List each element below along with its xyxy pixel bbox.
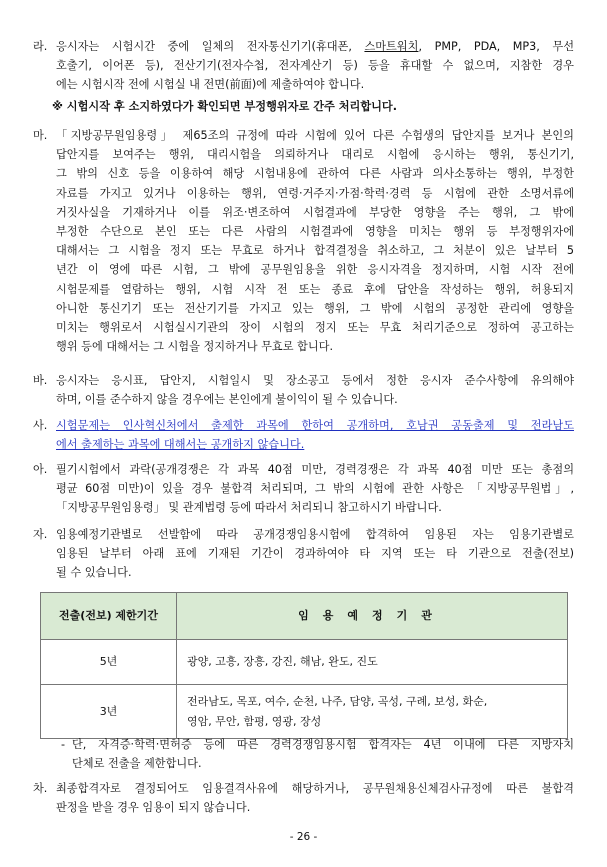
text-run: 「지방공무원임용령」 및 관계법령 등에 따라서 처리되니 참고하시기 바랍니다. — [56, 501, 442, 515]
text-line — [72, 754, 574, 773]
item-text — [56, 525, 574, 583]
item-marker: 자. — [33, 528, 48, 541]
text-line — [56, 126, 574, 145]
text-line — [56, 299, 574, 318]
agencies-line: 전라남도, 목포, 여수, 순천, 나주, 담양, 곡성, 구례, 보성, 화순, — [187, 695, 488, 709]
text-run: 거짓사실을 기재하거나 이를 위조·변조하여 시험결과에 부당한 영향을 주는 행위, 그 밖에 — [56, 205, 574, 219]
item-text — [56, 779, 574, 817]
text-line — [56, 544, 574, 563]
text-run: 판정을 받을 경우 임용이 되지 않습니다. — [56, 801, 251, 815]
item-marker: 바. — [33, 374, 48, 387]
text-run: 하며, 이를 준수하지 않을 경우에는 본인에게 불이익이 될 수 있습니다. — [56, 393, 398, 407]
text-run: 단체로 전출을 제한합니다. — [72, 757, 202, 771]
text-run: 응시자는 응시표, 답안지, 시험일시 및 장소공고 등에서 정한 응시자 준수사항에 유의해야 — [56, 374, 574, 387]
text-line — [56, 525, 574, 544]
item-marker: - — [61, 738, 66, 751]
text-line — [56, 164, 574, 183]
text-run: 규정에 따라 시험에 있어 다른 수험생의 답안지를 보거나 본인의 — [229, 129, 574, 142]
item-ba — [33, 371, 574, 409]
text-run: 로 합니다. — [282, 340, 334, 354]
item-ma — [33, 126, 574, 356]
text-run: 최종합격자로 결정되어도 임용결격사유에 해당하거나, 공무원채용신체검사규정에 따른 불합격 — [56, 782, 574, 795]
item-marker: 마. — [33, 129, 48, 142]
item-marker: 아. — [33, 463, 48, 476]
text-run: 스마트워치 — [364, 40, 419, 53]
text-line — [56, 56, 574, 75]
text-line — [56, 260, 574, 279]
text-run: 단, 자격증·학력·면허증 등에 따른 경력경쟁임용시험 합격자는 4년 이내에 다른 지방자치 — [72, 738, 574, 751]
period-cell: 5년 — [41, 640, 177, 685]
item-cha — [33, 779, 574, 817]
text-line — [56, 798, 574, 817]
text-run: 임용된 날부터 아래 표에 기재된 기간이 경과하여야 타 지역 또는 타 기관으로 전출(전보) — [56, 547, 574, 561]
text-run: , PMP, PDA, MP3, 무선 — [418, 40, 574, 53]
text-run: 응시자는 시험시간 중에 일체의 전자통신기기(휴대폰, — [56, 40, 365, 53]
text-run: (공개경쟁은 각 과목 40점 미만, 경력경쟁은 각 과목 40점 미만 또는 총점의 — [151, 463, 574, 476]
text-line — [56, 563, 574, 582]
text-run: 시험문제 — [56, 419, 100, 432]
text-run: 시험 시작 전에 — [478, 263, 574, 277]
item-a — [33, 460, 575, 518]
text-line — [56, 337, 574, 356]
text-run: 에는 시험시작 전에 시험실 내 전면(前面)에 제출하여야 합니다. — [56, 78, 365, 92]
text-run: 자료를 가지고 있거나 이용하는 행위, 연령·거주지·가점·학력·경력 등 시험에 관한 소명서류에 — [56, 186, 574, 200]
text-run: 필기시험에서 과락 — [56, 463, 152, 476]
item-ra — [33, 37, 574, 95]
text-run: 그 밖의 신호 등을 이용하여 해당 시험내용에 관하여 다른 사람과 의사소통하는 행위, 부정한 — [56, 167, 574, 181]
text-line — [56, 37, 574, 56]
text-run: 답안지를 보여주는 행위, 대리시험을 의뢰하거나 대리로 시험에 응시하는 행위, 통신기기, — [56, 148, 574, 162]
text-run: 호출기, 이어폰 등), 전산기기(전자수첩, 전자계산기 등) 등을 휴대할 수 없으며, 지참한 경우 — [56, 59, 574, 73]
item-text — [56, 460, 574, 518]
text-run: 행위 등에 대해서는 그 — [56, 340, 168, 354]
item-marker: 라. — [33, 40, 48, 53]
text-line — [56, 145, 574, 164]
text-line — [56, 371, 574, 390]
text-run: 「지방공무원임용령」 제65조의 — [56, 129, 230, 142]
warning-note: ※ 시험시작 후 소지하였다가 확인되면 부정행위자로 간주 처리합니다. — [52, 100, 397, 113]
text-line — [56, 460, 574, 479]
text-line — [56, 318, 574, 337]
text-line — [56, 75, 574, 94]
text-run: 시험을 정지하거나 무효 — [167, 340, 283, 354]
item-text — [56, 416, 574, 454]
item-sa — [33, 416, 574, 454]
item-ja — [33, 525, 574, 583]
agencies-line: 광양, 고흥, 장흥, 강진, 해남, 완도, 진도 — [187, 655, 378, 669]
header-cell-agencies: 임용예정기관 — [177, 593, 568, 640]
text-line — [56, 779, 574, 798]
text-line — [56, 280, 574, 299]
text-line — [56, 435, 574, 454]
item-text — [56, 37, 574, 95]
text-line — [56, 184, 574, 203]
text-run: 부정행위자에 — [509, 225, 574, 239]
text-line — [56, 222, 574, 241]
text-line — [56, 241, 574, 260]
page-number: - 26 - — [289, 831, 318, 843]
text-line — [56, 203, 574, 222]
text-run: 되며, 그 밖의 시험에 관한 사항은 「지방공무원법」, — [281, 482, 575, 496]
period-cell: 3년 — [41, 685, 177, 739]
text-run: 는 인사혁신처에서 출제한 과목에 한하여 공개하며, 호남권 공동출제 및 전라남도 — [99, 419, 574, 432]
text-run: 미치는 행위로서 시험실시기관의 장이 시험의 정지 또는 무효 처리기준으로 정하여 공고하는 — [56, 321, 574, 335]
text-run: 년간 이 영에 따른 시험, 그 밖에 공무원임용을 위한 응시자격을 정지하며, — [56, 263, 479, 277]
note-dash — [61, 735, 574, 773]
text-line — [56, 498, 574, 517]
text-run: 부정한 수단으로 본인 또는 다른 사람의 시험결과에 영향을 미치는 행위 등 — [56, 225, 510, 239]
agencies-cell — [177, 640, 568, 685]
text-run: 시험문제를 열람하는 행위, 시험 시작 전 또는 종료 후에 답안을 작성하는 행위, 허용되지 — [56, 282, 574, 296]
text-run: 대해서는 그 시험을 정지 또는 무효로 하거나 합격결정을 취소하고, 그 처분이 있은 날부터 5 — [56, 244, 574, 258]
agencies-line: 영암, 무안, 함평, 영광, 장성 — [187, 714, 322, 728]
item-marker: 차. — [33, 782, 48, 795]
table-header-row — [41, 593, 568, 640]
item-text — [56, 371, 574, 409]
text-line — [56, 416, 574, 435]
text-run: 아니한 통신기기 또는 전산기기를 가지고 있는 행위, 그 밖에 시험의 공정한 관리에 영향을 — [56, 301, 574, 315]
text-run: 될 수 있습니다. — [56, 566, 132, 580]
transfer-restriction-table — [40, 592, 568, 739]
header-cell-period: 전출(전보) 제한기간 — [41, 593, 177, 640]
agencies-cell — [177, 685, 568, 739]
text-run: 에서 출제하는 과목에 대해서는 공개하지 않습니다. — [56, 438, 305, 452]
text-line — [56, 390, 574, 409]
item-text — [72, 735, 574, 773]
text-run: 이 있을 경우 불합격 처리 — [143, 482, 282, 496]
table-row — [41, 640, 568, 685]
text-run: 임용예정기관별로 선발함에 따라 공개경쟁임용시험에 합격하여 임용된 자는 임용기관별로 — [56, 528, 574, 541]
text-line — [56, 479, 574, 498]
table-row — [41, 685, 568, 739]
text-line — [72, 735, 574, 754]
text-run: 평균 60점 미만) — [56, 482, 144, 496]
item-marker: 사. — [33, 419, 48, 432]
item-text — [56, 126, 574, 356]
